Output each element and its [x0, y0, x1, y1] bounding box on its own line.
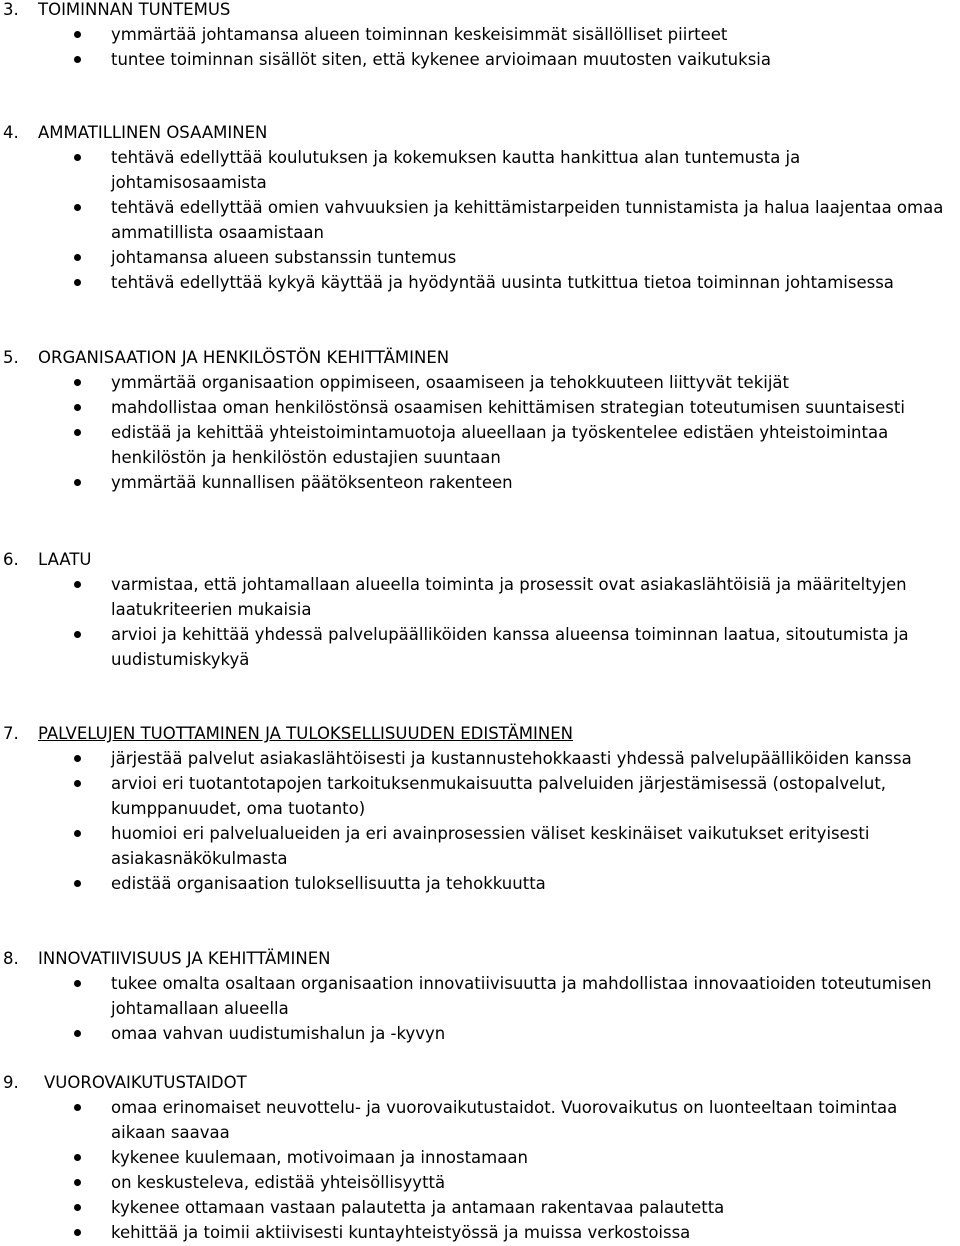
section-4 — [0, 120, 960, 295]
list-item-text: tehtävä edellyttää omien vahvuuksien ja kehittämistarpeiden tunnistamista ja halua laajentaa omaa ammatillista osaamistaan — [111, 198, 944, 242]
list-item-text: kehittää ja toimii aktiivisesti kuntayhteistyössä ja muissa verkostoissa — [111, 1223, 691, 1242]
bullet-list — [0, 145, 960, 295]
list-item — [0, 572, 960, 622]
list-item-text: tehtävä edellyttää kykyä käyttää ja hyödyntää uusinta tutkittua tietoa toiminnan johtamisessa — [111, 273, 894, 292]
list-item-text: omaa erinomaiset neuvottelu- ja vuorovaikutustaidot. Vuorovaikutus on luonteeltaan toimintaa aikaan saavaa — [111, 1098, 898, 1142]
list-item-text: mahdollistaa oman henkilöstönsä osaamisen kehittämisen strategian toteutumisen suuntaisesti — [111, 398, 905, 417]
section-title: TOIMINNAN TUNTEMUS — [38, 0, 231, 19]
list-item — [0, 245, 960, 270]
bullet-list — [0, 746, 960, 896]
bullet-icon — [74, 1179, 81, 1186]
list-item-text: ymmärtää kunnallisen päätöksenteon rakenteen — [111, 473, 513, 492]
list-item — [0, 1021, 960, 1046]
section-number: 5. — [3, 348, 19, 367]
list-item — [0, 22, 960, 47]
list-item-text: on keskusteleva, edistää yhteisöllisyyttä — [111, 1173, 446, 1192]
bullet-icon — [74, 429, 81, 436]
bullet-icon — [74, 780, 81, 787]
section-9 — [0, 1070, 960, 1245]
list-item-text: ymmärtää organisaation oppimiseen, osaamiseen ja tehokkuuteen liittyvät tekijät — [111, 373, 790, 392]
bullet-list — [0, 22, 960, 72]
list-item-text: edistää ja kehittää yhteistoimintamuotoja alueellaan ja työskentelee edistäen yhteistoimintaa henkilöstön ja henkilöstön edustajien suuntaan — [111, 423, 889, 467]
list-item — [0, 1195, 960, 1220]
list-item — [0, 1095, 960, 1145]
bullet-icon — [74, 404, 81, 411]
list-item-text: tehtävä edellyttää koulutuksen ja kokemuksen kautta hankittua alan tuntemusta ja johtamisosaamista — [111, 148, 801, 192]
list-item-text: arvioi ja kehittää yhdessä palvelupäälliköiden kanssa alueensa toiminnan laatua, sitoutumista ja uudistumiskykyä — [111, 625, 909, 669]
section-title: LAATU — [38, 550, 92, 569]
list-item — [0, 370, 960, 395]
section-heading — [0, 120, 960, 145]
section-heading — [0, 0, 960, 22]
bullet-icon — [74, 279, 81, 286]
bullet-icon — [74, 254, 81, 261]
section-title: PALVELUJEN TUOTTAMINEN JA TULOKSELLISUUDEN EDISTÄMINEN — [38, 724, 574, 743]
list-item-text: tuntee toiminnan sisällöt siten, että kykenee arvioimaan muutosten vaikutuksia — [111, 50, 771, 69]
section-3 — [0, 0, 960, 72]
bullet-icon — [74, 1154, 81, 1161]
section-title: VUOROVAIKUTUSTAIDOT — [44, 1073, 247, 1092]
list-item-text: omaa vahvan uudistumishalun ja -kyvyn — [111, 1024, 446, 1043]
bullet-icon — [74, 980, 81, 987]
list-item — [0, 145, 960, 195]
list-item — [0, 195, 960, 245]
list-item — [0, 1170, 960, 1195]
bullet-icon — [74, 1229, 81, 1236]
section-heading — [0, 946, 960, 971]
bullet-list — [0, 1095, 960, 1245]
list-item — [0, 395, 960, 420]
section-title: INNOVATIIVISUUS JA KEHITTÄMINEN — [38, 949, 331, 968]
list-item — [0, 771, 960, 821]
bullet-list — [0, 971, 960, 1046]
section-5 — [0, 345, 960, 495]
list-item-text: huomioi eri palvelualueiden ja eri avainprosessien väliset keskinäiset vaikutukset erityisesti asiakasnäkökulmasta — [111, 824, 870, 868]
list-item-text: kykenee ottamaan vastaan palautetta ja antamaan rakentavaa palautetta — [111, 1198, 725, 1217]
list-item — [0, 871, 960, 896]
list-item — [0, 971, 960, 1021]
bullet-list — [0, 572, 960, 672]
list-item-text: edistää organisaation tuloksellisuutta ja tehokkuutta — [111, 874, 546, 893]
bullet-icon — [74, 204, 81, 211]
section-heading — [0, 1070, 960, 1095]
section-heading — [0, 345, 960, 370]
list-item-text: ymmärtää johtamansa alueen toiminnan keskeisimmät sisällölliset piirteet — [111, 25, 728, 44]
list-item-text: tukee omalta osaltaan organisaation innovatiivisuutta ja mahdollistaa innovaatioiden toteutumisen johtamallaan alueella — [111, 974, 932, 1018]
bullet-icon — [74, 1204, 81, 1211]
section-number: 6. — [3, 550, 19, 569]
section-number: 7. — [3, 724, 19, 743]
bullet-icon — [74, 31, 81, 38]
list-item-text: järjestää palvelut asiakaslähtöisesti ja kustannustehokkaasti yhdessä palvelupäälliköiden kanssa — [111, 749, 912, 768]
list-item — [0, 1145, 960, 1170]
bullet-icon — [74, 1104, 81, 1111]
list-item-text: kykenee kuulemaan, motivoimaan ja innostamaan — [111, 1148, 528, 1167]
bullet-icon — [74, 830, 81, 837]
section-number: 3. — [3, 0, 19, 19]
section-title: ORGANISAATION JA HENKILÖSTÖN KEHITTÄMINEN — [38, 348, 450, 367]
bullet-icon — [74, 479, 81, 486]
list-item — [0, 270, 960, 295]
bullet-list — [0, 370, 960, 495]
list-item-text: arvioi eri tuotantotapojen tarkoituksenmukaisuutta palveluiden järjestämisessä (ostopalvelut, kumppanuudet, oma tuotanto) — [111, 774, 887, 818]
bullet-icon — [74, 1030, 81, 1037]
bullet-icon — [74, 755, 81, 762]
bullet-icon — [74, 631, 81, 638]
section-6 — [0, 547, 960, 672]
bullet-icon — [74, 154, 81, 161]
section-heading — [0, 547, 960, 572]
bullet-icon — [74, 56, 81, 63]
list-item — [0, 420, 960, 470]
section-7 — [0, 721, 960, 896]
list-item — [0, 746, 960, 771]
section-number: 4. — [3, 123, 19, 142]
list-item-text: varmistaa, että johtamallaan alueella toiminta ja prosessit ovat asiakaslähtöisiä ja määriteltyjen laatukriteerien mukaisia — [111, 575, 907, 619]
section-number: 8. — [3, 949, 19, 968]
bullet-icon — [74, 379, 81, 386]
bullet-icon — [74, 581, 81, 588]
section-8 — [0, 946, 960, 1046]
section-heading — [0, 721, 960, 746]
list-item-text: johtamansa alueen substanssin tuntemus — [111, 248, 457, 267]
section-title: AMMATILLINEN OSAAMINEN — [38, 123, 268, 142]
list-item — [0, 1220, 960, 1245]
list-item — [0, 622, 960, 672]
list-item — [0, 821, 960, 871]
list-item — [0, 470, 960, 495]
list-item — [0, 47, 960, 72]
section-number: 9. — [3, 1073, 19, 1092]
bullet-icon — [74, 880, 81, 887]
